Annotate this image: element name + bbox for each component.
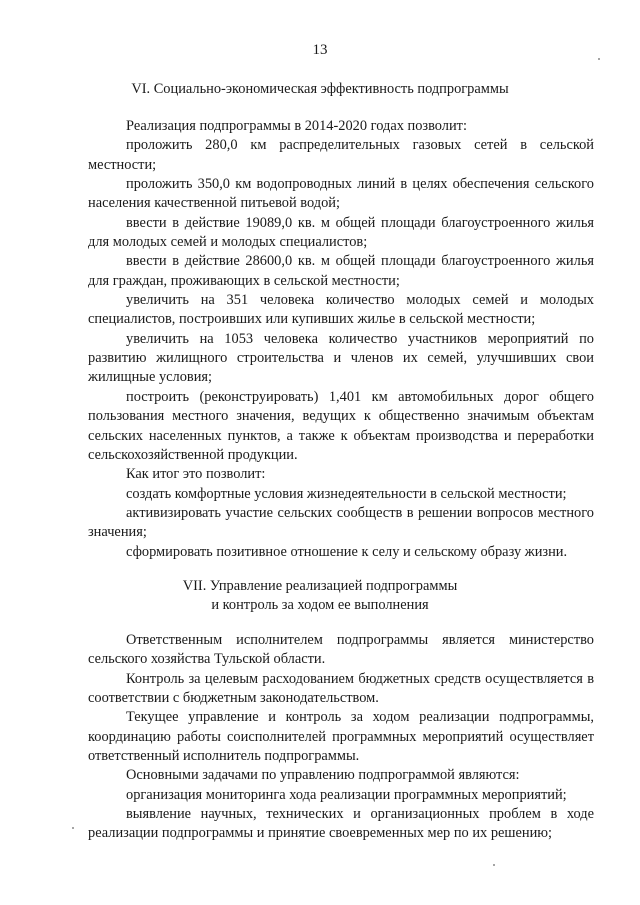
- paragraph: активизировать участие сельских сообществ в решении вопросов местного значения;: [88, 504, 594, 541]
- paragraph: Текущее управление и контроль за ходом реализации подпрограммы, координацию работы соисполнителей программных мероприятий осуществляет ответственный исполнитель подпрограммы.: [88, 709, 594, 765]
- paragraph: проложить 350,0 км водопроводных линий в целях обеспечения сельского населения качественной питьевой водой;: [88, 176, 594, 212]
- paragraph: Ответственным исполнителем подпрограммы является министерство сельского хозяйства Тульской области.: [88, 632, 594, 668]
- paragraph: Контроль за целевым расходованием бюджетных средств осуществляется в соответствии с бюджетным законодательством.: [88, 670, 594, 707]
- section-7-title-line-2: и контроль за ходом ее выполнения: [211, 597, 429, 613]
- paragraph: Реализация подпрограммы в 2014-2020 годах позволит:: [126, 118, 467, 134]
- scan-speck: [493, 864, 495, 866]
- section-6-body: [88, 117, 594, 562]
- paragraph: проложить 280,0 км распределительных газовых сетей в сельской местности;: [88, 137, 594, 173]
- scan-speck: [72, 827, 74, 829]
- paragraph: увеличить на 1053 человека количество участников мероприятий по развитию жилищного строительства и членов их семей, улучшивших свои жилищные условия;: [88, 330, 594, 386]
- paragraph: Основными задачами по управлению подпрограммой являются:: [126, 767, 520, 784]
- scan-speck: [598, 58, 600, 60]
- section-6-title: VI. Социально-экономическая эффективность подпрограммы: [131, 81, 509, 97]
- paragraph: сформировать позитивное отношение к селу и сельскому образу жизни.: [126, 543, 568, 560]
- paragraph: увеличить на 351 человека количество молодых семей и молодых специалистов, построивших или купивших жилье в сельской местности;: [88, 292, 594, 328]
- paragraph: построить (реконструировать) 1,401 км автомобильных дорог общего пользования местного значения, ведущих к общественно значимым объектам сельских населенных пунктов, а также к объектам производства и переработки сельскохозяйственной продукции.: [88, 388, 594, 463]
- paragraph: организация мониторинга хода реализации программных мероприятий;: [126, 786, 567, 803]
- paragraph: ввести в действие 28600,0 кв. м общей площади благоустроенного жилья для граждан, проживающих в сельской местности;: [88, 253, 594, 289]
- paragraph: ввести в действие 19089,0 кв. м общей площади благоустроенного жилья для молодых семей и молодых специалистов;: [88, 214, 594, 251]
- paragraph: создать комфортные условия жизнедеятельности в сельской местности;: [126, 485, 567, 502]
- section-7-body: [88, 631, 594, 844]
- paragraph: Как итог это позволит:: [126, 466, 266, 483]
- page-number: 13: [312, 42, 328, 58]
- paragraph: выявление научных, технических и организационных проблем в ходе реализации подпрограммы и принятие своевременных мер по их решению;: [88, 806, 594, 842]
- section-7-title: [0, 577, 640, 615]
- section-7-title-line-1: VII. Управление реализацией подпрограммы: [182, 578, 458, 594]
